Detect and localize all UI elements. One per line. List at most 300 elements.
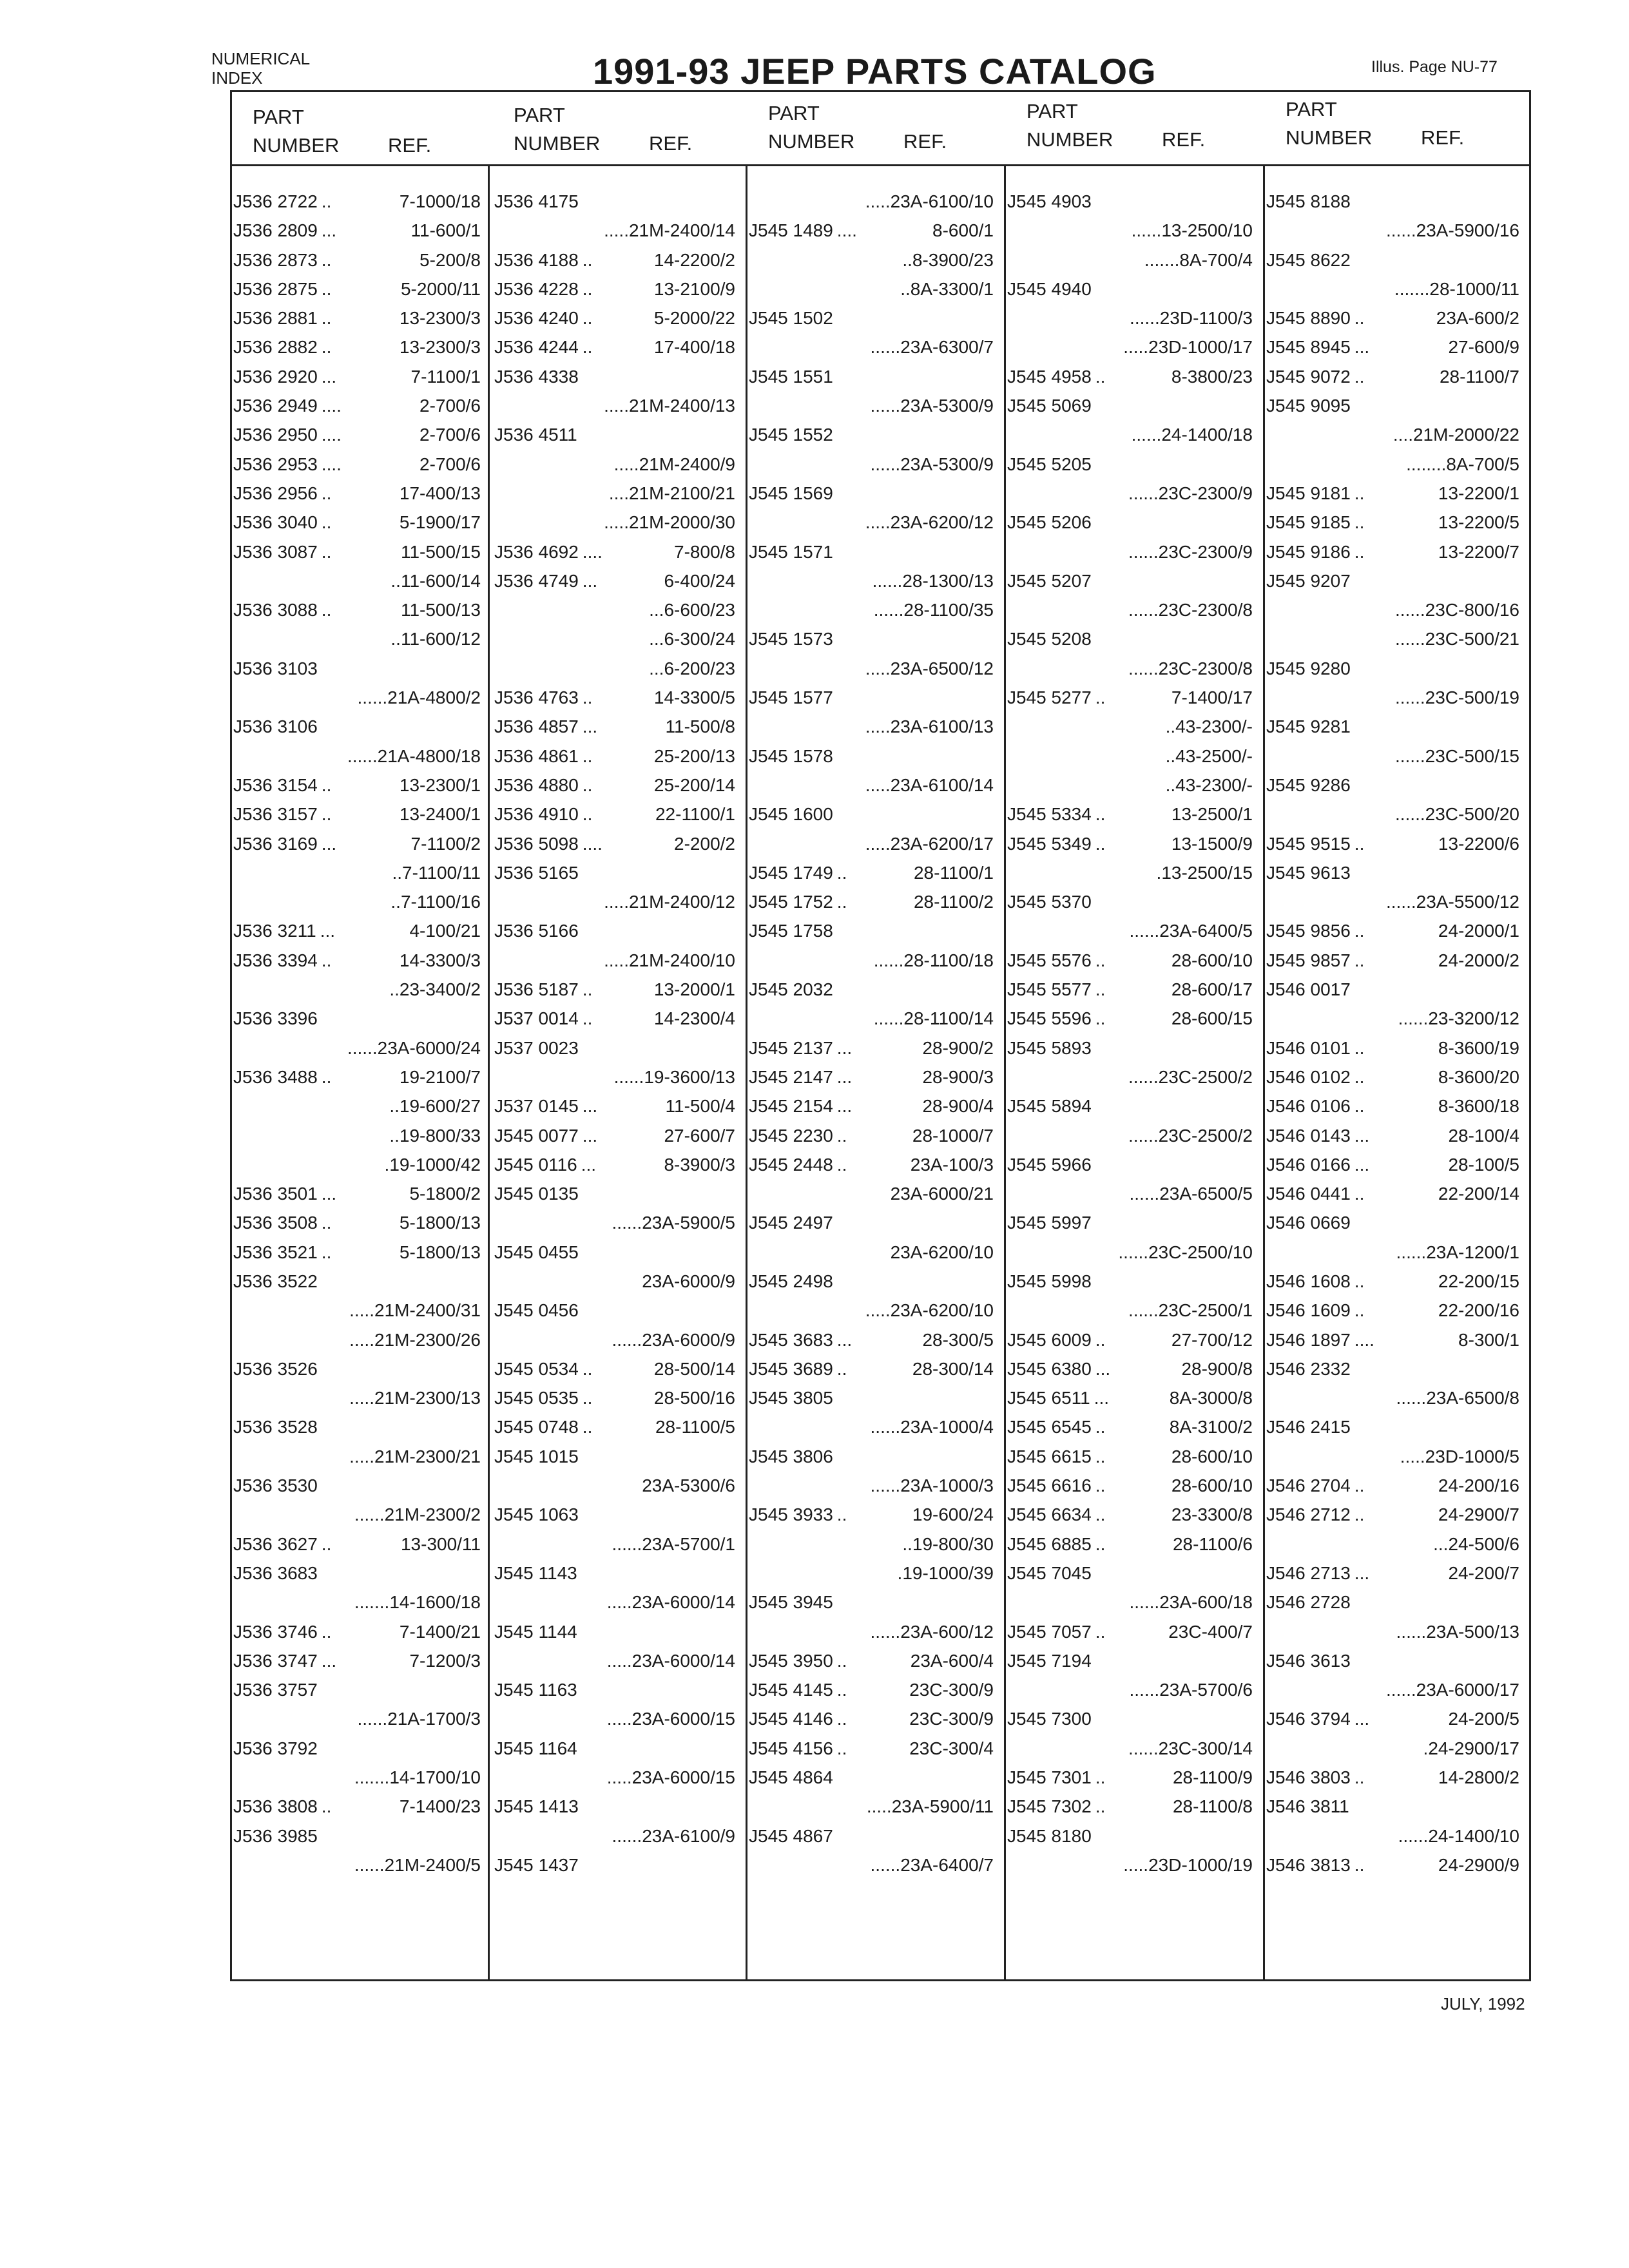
ref-value: 11-500/4 xyxy=(665,1096,735,1117)
table-row xyxy=(233,975,485,1004)
leader-dots: ...... xyxy=(870,1621,901,1642)
column-header-ref: REF. xyxy=(1421,126,1465,149)
part-number: J546 3813 xyxy=(1266,1854,1351,1875)
table-row xyxy=(233,1792,485,1821)
table-row xyxy=(1007,1208,1257,1237)
ref-value: 23A-5900/11 xyxy=(891,1796,994,1817)
table-row xyxy=(1266,187,1523,216)
leader-dots: ..... xyxy=(1123,337,1149,358)
leader-dots: ..... xyxy=(865,833,891,854)
ref-value: 19-800/33 xyxy=(399,1125,481,1146)
part-number: J536 4763 xyxy=(494,687,579,708)
leader-dots: .. xyxy=(321,600,332,620)
ref-value xyxy=(1354,187,1523,216)
ref-value: 23A-5300/9 xyxy=(900,396,994,416)
ref-value: 23A-6100/9 xyxy=(642,1825,735,1846)
table-row xyxy=(1007,975,1257,1004)
leader-dots: ...... xyxy=(870,1417,901,1437)
leader-dots: ..... xyxy=(604,950,629,970)
part-number: J536 3521 xyxy=(233,1242,318,1262)
ref-value: 21A-4800/2 xyxy=(387,687,481,708)
ref-value: 22-200/15 xyxy=(1438,1271,1519,1291)
table-row xyxy=(233,216,485,245)
ref-value: 5-1900/17 xyxy=(399,512,481,533)
table-row xyxy=(1266,1179,1523,1208)
part-number: J536 3106 xyxy=(233,716,318,737)
footer-date: JULY, 1992 xyxy=(1441,1994,1525,2013)
table-row xyxy=(1007,1675,1257,1704)
table-row xyxy=(1266,537,1523,566)
part-number: J545 0748 xyxy=(494,1417,579,1437)
ref-value: 24-200/5 xyxy=(1448,1709,1519,1729)
part-number: J545 5998 xyxy=(1007,1271,1092,1291)
leader-dots: .. xyxy=(902,249,912,270)
leader-dots: .. xyxy=(1095,804,1106,825)
table-row xyxy=(1266,1121,1523,1150)
ref-value: 23A-6300/7 xyxy=(900,337,994,358)
leader-dots: .. xyxy=(321,512,332,533)
part-number: J545 3806 xyxy=(749,1446,833,1466)
table-row xyxy=(749,1617,998,1646)
leader-dots: ...... xyxy=(870,337,901,358)
table-row xyxy=(494,362,739,391)
table-row xyxy=(1266,624,1523,653)
part-number: J536 4338 xyxy=(494,366,579,387)
ref-value: 8-600/1 xyxy=(932,220,994,241)
table-row xyxy=(494,1675,739,1704)
leader-dots: .. xyxy=(1095,366,1106,387)
ref-value: 8-300/1 xyxy=(1458,1329,1519,1350)
ref-value: 28-600/10 xyxy=(1171,1475,1253,1496)
part-number: J545 9181 xyxy=(1266,483,1351,503)
part-number: J536 3757 xyxy=(233,1680,318,1700)
table-row xyxy=(1266,975,1523,1004)
part-number: J546 2712 xyxy=(1266,1504,1351,1525)
table-row xyxy=(233,1033,485,1062)
leader-dots: .. xyxy=(1354,1767,1365,1788)
part-number: J545 4940 xyxy=(1007,278,1092,299)
part-number: J545 9856 xyxy=(1266,921,1351,941)
table-row xyxy=(1266,332,1523,361)
ref-value: 14-2800/2 xyxy=(1438,1767,1519,1788)
ref-value: 19-600/27 xyxy=(399,1096,481,1117)
ref-value: 13-2500/10 xyxy=(1161,220,1253,241)
ref-value xyxy=(583,1033,739,1062)
ref-value xyxy=(1095,508,1257,537)
leader-dots: .. xyxy=(321,249,332,270)
part-number: J545 5577 xyxy=(1007,979,1092,1000)
leader-dots: ... xyxy=(320,921,336,941)
part-number: J545 2137 xyxy=(749,1037,833,1058)
ref-value: 19-800/30 xyxy=(912,1533,994,1554)
ref-value: 28-1300/13 xyxy=(902,570,994,591)
table-row xyxy=(749,916,998,945)
table-row xyxy=(233,916,485,945)
leader-dots: ...... xyxy=(612,1329,642,1350)
ref-value: 11-500/8 xyxy=(665,716,735,737)
ref-value: 4-100/21 xyxy=(409,921,481,941)
table-row xyxy=(1007,1530,1257,1559)
leader-dots: ...... xyxy=(1128,1125,1159,1146)
ref-value: 13-2300/1 xyxy=(399,774,481,795)
leader-dots: ... xyxy=(1433,1533,1449,1554)
ref-value: 24-1400/10 xyxy=(1428,1825,1519,1846)
leader-dots: ...... xyxy=(354,1854,385,1875)
leader-dots: .. xyxy=(1165,716,1176,737)
ref-value: 23A-600/2 xyxy=(1436,308,1519,329)
ref-value: 23D-1000/19 xyxy=(1148,1854,1253,1875)
leader-dots: ...... xyxy=(1398,1008,1429,1029)
leader-dots: .. xyxy=(321,541,332,562)
table-row xyxy=(494,1325,739,1354)
leader-dots: ...... xyxy=(872,570,903,591)
table-row xyxy=(749,537,998,566)
ref-value: 6-200/23 xyxy=(664,658,735,678)
table-row xyxy=(1007,1792,1257,1821)
table-row xyxy=(1266,566,1523,595)
parts-column-3 xyxy=(749,187,998,1879)
leader-dots: ..... xyxy=(613,454,639,474)
ref-value: 21M-2400/14 xyxy=(628,220,735,241)
leader-dots: .. xyxy=(1354,833,1365,854)
ref-value: 23A-6500/5 xyxy=(1159,1184,1253,1204)
leader-dots: ... xyxy=(1354,1125,1370,1146)
table-row xyxy=(1266,1704,1523,1733)
part-number: J545 2230 xyxy=(749,1125,833,1146)
part-number: J545 9515 xyxy=(1266,833,1351,854)
table-row xyxy=(233,887,485,916)
leader-dots: ...... xyxy=(354,1504,385,1525)
leader-dots: .. xyxy=(321,1213,332,1233)
table-row xyxy=(1266,946,1523,975)
table-row xyxy=(494,742,739,771)
ref-value xyxy=(322,1734,485,1763)
ref-value: 28-1100/1 xyxy=(913,862,994,883)
ref-value: 23A-6400/7 xyxy=(900,1854,994,1875)
part-number: J536 3088 xyxy=(233,600,318,620)
table-row xyxy=(749,1646,998,1675)
table-row xyxy=(233,1850,485,1879)
leader-dots: .. xyxy=(390,629,401,649)
ref-value xyxy=(583,916,739,945)
ref-value xyxy=(837,1763,998,1792)
table-row xyxy=(749,1150,998,1179)
part-number: J545 0456 xyxy=(494,1300,579,1321)
table-row xyxy=(1007,450,1257,479)
table-row xyxy=(233,1471,485,1500)
column-header-ref: REF. xyxy=(388,134,432,157)
table-row xyxy=(233,303,485,332)
table-row xyxy=(1007,595,1257,624)
numerical-index-label xyxy=(211,49,310,88)
leader-dots: .. xyxy=(390,570,401,591)
ref-value: 21M-2400/13 xyxy=(628,396,735,416)
part-number: J546 3803 xyxy=(1266,1767,1351,1788)
leader-dots: ..... xyxy=(606,1709,632,1729)
leader-dots: ...... xyxy=(1129,1592,1160,1613)
part-number: J536 3396 xyxy=(233,1008,318,1029)
part-number: J545 6615 xyxy=(1007,1446,1092,1466)
leader-dots: .... xyxy=(582,541,602,562)
table-row xyxy=(494,1267,739,1296)
leader-dots: ...... xyxy=(1128,1066,1159,1087)
table-row xyxy=(749,1383,998,1412)
leader-dots: ..... xyxy=(604,892,629,912)
table-row xyxy=(1266,1675,1523,1704)
ref-value: 28-1100/9 xyxy=(1172,1767,1253,1788)
ref-value: 2-700/6 xyxy=(419,396,481,416)
part-number: J545 4958 xyxy=(1007,366,1092,387)
part-number: J536 4244 xyxy=(494,337,579,358)
leader-dots: ...... xyxy=(613,1066,644,1087)
leader-dots: ...... xyxy=(1396,1242,1427,1262)
part-number: J545 0535 xyxy=(494,1388,579,1408)
ref-value: 5-1800/2 xyxy=(409,1184,481,1204)
table-row xyxy=(1007,1150,1257,1179)
leader-dots: ..... xyxy=(865,1300,891,1321)
ref-value: 8A-3000/8 xyxy=(1169,1388,1253,1408)
ref-value: 22-200/16 xyxy=(1438,1300,1519,1321)
ref-value xyxy=(581,1675,739,1704)
ref-value: 13-2000/1 xyxy=(653,979,735,1000)
ref-value: 23A-6000/14 xyxy=(631,1650,735,1671)
table-row xyxy=(1266,274,1523,303)
table-row xyxy=(494,1238,739,1267)
ref-value: 23C-800/16 xyxy=(1425,600,1519,620)
ref-value: 23-3400/2 xyxy=(399,979,481,1000)
leader-dots: .. xyxy=(321,483,332,503)
leader-dots: ..... xyxy=(865,191,891,211)
ref-value xyxy=(837,1821,998,1850)
table-row xyxy=(233,1354,485,1383)
leader-dots: .. xyxy=(582,687,593,708)
leader-dots: .. xyxy=(321,1242,332,1262)
table-row xyxy=(749,624,998,653)
table-row xyxy=(1007,1354,1257,1383)
ref-value: 23C-2500/2 xyxy=(1158,1125,1253,1146)
table-row xyxy=(749,1033,998,1062)
part-number: J545 9186 xyxy=(1266,541,1351,562)
leader-dots: ... xyxy=(1354,1562,1370,1583)
part-number: J545 9095 xyxy=(1266,396,1351,416)
table-row xyxy=(233,1500,485,1529)
ref-value xyxy=(1095,1646,1257,1675)
part-number: J536 4511 xyxy=(494,425,577,445)
table-row xyxy=(233,1150,485,1179)
ref-value: 23A-6500/12 xyxy=(890,658,994,678)
part-number: J546 2415 xyxy=(1266,1417,1351,1437)
ref-value xyxy=(583,1500,739,1529)
leader-dots: .. xyxy=(1095,1446,1106,1466)
table-row xyxy=(233,1763,485,1792)
table-row xyxy=(233,362,485,391)
leader-dots: ...... xyxy=(870,396,901,416)
ref-value: 21M-2400/12 xyxy=(628,892,735,912)
ref-value: 19-1000/42 xyxy=(389,1154,481,1175)
ref-value xyxy=(1354,391,1523,420)
table-row xyxy=(233,1238,485,1267)
part-number: J545 3689 xyxy=(749,1358,833,1379)
leader-dots: .. xyxy=(1354,541,1365,562)
part-number: J536 4910 xyxy=(494,804,579,825)
ref-value: 23-3300/8 xyxy=(1171,1504,1253,1525)
leader-dots: ..... xyxy=(865,658,891,678)
table-row xyxy=(1007,916,1257,945)
part-number: J536 3526 xyxy=(233,1358,318,1379)
part-number: J536 2722 xyxy=(233,191,318,211)
part-number: J536 3508 xyxy=(233,1213,318,1233)
leader-dots: ... xyxy=(836,1329,853,1350)
table-row xyxy=(233,420,485,449)
leader-dots: ...... xyxy=(612,1533,642,1554)
part-number: J545 1437 xyxy=(494,1854,579,1875)
table-row xyxy=(1007,1179,1257,1208)
ref-value xyxy=(581,1617,739,1646)
ref-value xyxy=(837,420,998,449)
part-number: J545 9207 xyxy=(1266,570,1351,591)
leader-dots: ....... xyxy=(1144,249,1180,270)
part-number: J545 7301 xyxy=(1007,1767,1092,1788)
leader-dots: .. xyxy=(582,249,593,270)
leader-dots: .. xyxy=(836,862,847,883)
table-row xyxy=(1007,1588,1257,1617)
column-header-part: PART xyxy=(514,104,565,126)
table-row xyxy=(494,1588,739,1617)
table-row xyxy=(233,1704,485,1733)
table-row xyxy=(1266,1091,1523,1120)
table-row xyxy=(749,216,998,245)
part-number: J545 4156 xyxy=(749,1738,833,1758)
ref-value xyxy=(1095,1821,1257,1850)
leader-dots: .. xyxy=(1354,1504,1365,1525)
leader-dots: ...... xyxy=(612,1825,642,1846)
ref-value: 23A-6200/10 xyxy=(890,1300,994,1321)
header-divider xyxy=(230,164,1531,166)
table-row xyxy=(749,1792,998,1821)
table-row xyxy=(233,1530,485,1559)
ref-value: 28-900/4 xyxy=(922,1096,994,1117)
table-row xyxy=(1007,1500,1257,1529)
table-row xyxy=(494,946,739,975)
leader-dots: . xyxy=(1423,1738,1429,1758)
leader-dots: .. xyxy=(389,1096,400,1117)
table-row xyxy=(233,1383,485,1412)
table-row xyxy=(233,1412,485,1441)
ref-value: 6-600/23 xyxy=(664,600,735,620)
leader-dots: .. xyxy=(1095,687,1106,708)
part-number: J546 2332 xyxy=(1266,1358,1351,1379)
table-row xyxy=(749,1471,998,1500)
ref-value: 13-2400/1 xyxy=(399,804,481,825)
ref-value: 21M-2300/26 xyxy=(374,1329,481,1350)
leader-dots: .. xyxy=(1095,950,1106,970)
ref-value xyxy=(1095,566,1257,595)
table-row xyxy=(233,1588,485,1617)
index-label-line2: INDEX xyxy=(211,68,263,88)
leader-dots: ...... xyxy=(1394,745,1425,766)
part-number: J536 2920 xyxy=(233,366,318,387)
ref-value xyxy=(322,1821,485,1850)
leader-dots: .. xyxy=(1354,366,1365,387)
leader-dots: ...... xyxy=(1128,483,1159,503)
leader-dots: .. xyxy=(1095,979,1106,1000)
ref-value xyxy=(1095,450,1257,479)
ref-value: 24-2900/9 xyxy=(1438,1854,1519,1875)
ref-value: 23C-500/19 xyxy=(1425,687,1519,708)
table-row xyxy=(1007,1617,1257,1646)
leader-dots: ... xyxy=(1354,1709,1370,1729)
ref-value: 8-3600/18 xyxy=(1438,1096,1519,1117)
table-row xyxy=(494,1530,739,1559)
ref-value: 7-1100/1 xyxy=(410,366,481,387)
index-label-line1: NUMERICAL xyxy=(211,49,311,68)
part-number: J536 4240 xyxy=(494,308,579,329)
table-row xyxy=(233,595,485,624)
leader-dots: .. xyxy=(1354,512,1365,533)
ref-value: 23A-5900/16 xyxy=(1416,220,1519,241)
table-row xyxy=(494,858,739,887)
ref-value xyxy=(837,1267,998,1296)
table-row xyxy=(494,1763,739,1792)
ref-value: 23C-2300/9 xyxy=(1158,541,1253,562)
leader-dots: ...... xyxy=(1385,892,1416,912)
ref-value: 23A-1000/3 xyxy=(900,1475,994,1496)
table-row xyxy=(749,1412,998,1441)
table-row xyxy=(233,946,485,975)
leader-dots: ..... xyxy=(604,396,629,416)
ref-value xyxy=(1354,566,1523,595)
part-number: J536 5165 xyxy=(494,862,579,883)
ref-value: 23A-1000/4 xyxy=(900,1417,994,1437)
ref-value: 13-2200/1 xyxy=(1438,483,1519,503)
table-row xyxy=(749,1296,998,1325)
part-number: J545 6511 xyxy=(1007,1388,1090,1408)
part-number: J545 1502 xyxy=(749,308,833,329)
leader-dots: ... xyxy=(1095,1358,1111,1379)
part-number: J536 4228 xyxy=(494,278,579,299)
part-number: J545 8890 xyxy=(1266,308,1351,329)
part-number: J545 5596 xyxy=(1007,1008,1092,1029)
leader-dots: ...... xyxy=(1128,600,1159,620)
ref-value: 11-600/1 xyxy=(410,220,481,241)
ref-value: 14-1600/18 xyxy=(389,1592,481,1613)
table-row xyxy=(749,391,998,420)
table-row xyxy=(1007,420,1257,449)
column-header-number: NUMBER xyxy=(1286,126,1373,149)
leader-dots: .. xyxy=(1354,1184,1365,1204)
ref-value: 28-100/5 xyxy=(1448,1154,1519,1175)
ref-value: 28-1100/6 xyxy=(1172,1533,1253,1554)
part-number: J536 3792 xyxy=(233,1738,318,1758)
table-row xyxy=(1007,1704,1257,1733)
part-number: J545 4867 xyxy=(749,1825,833,1846)
ref-value: 8-3600/19 xyxy=(1438,1037,1519,1058)
table-row xyxy=(1007,829,1257,858)
ref-value: 28-900/8 xyxy=(1181,1358,1253,1379)
part-number: J545 4903 xyxy=(1007,191,1092,211)
leader-dots: .. xyxy=(836,1738,847,1758)
leader-dots: .. xyxy=(1354,1475,1365,1496)
ref-value xyxy=(1095,1267,1257,1296)
ref-value: 28-600/17 xyxy=(1171,979,1253,1000)
table-row xyxy=(749,1734,998,1763)
ref-value: 28-1100/7 xyxy=(1439,366,1519,387)
part-number: J545 5576 xyxy=(1007,950,1092,970)
ref-value: 2-200/2 xyxy=(674,833,735,854)
table-row xyxy=(1266,303,1523,332)
part-number: J536 4857 xyxy=(494,716,579,737)
ref-value: 23C-300/9 xyxy=(909,1709,994,1729)
